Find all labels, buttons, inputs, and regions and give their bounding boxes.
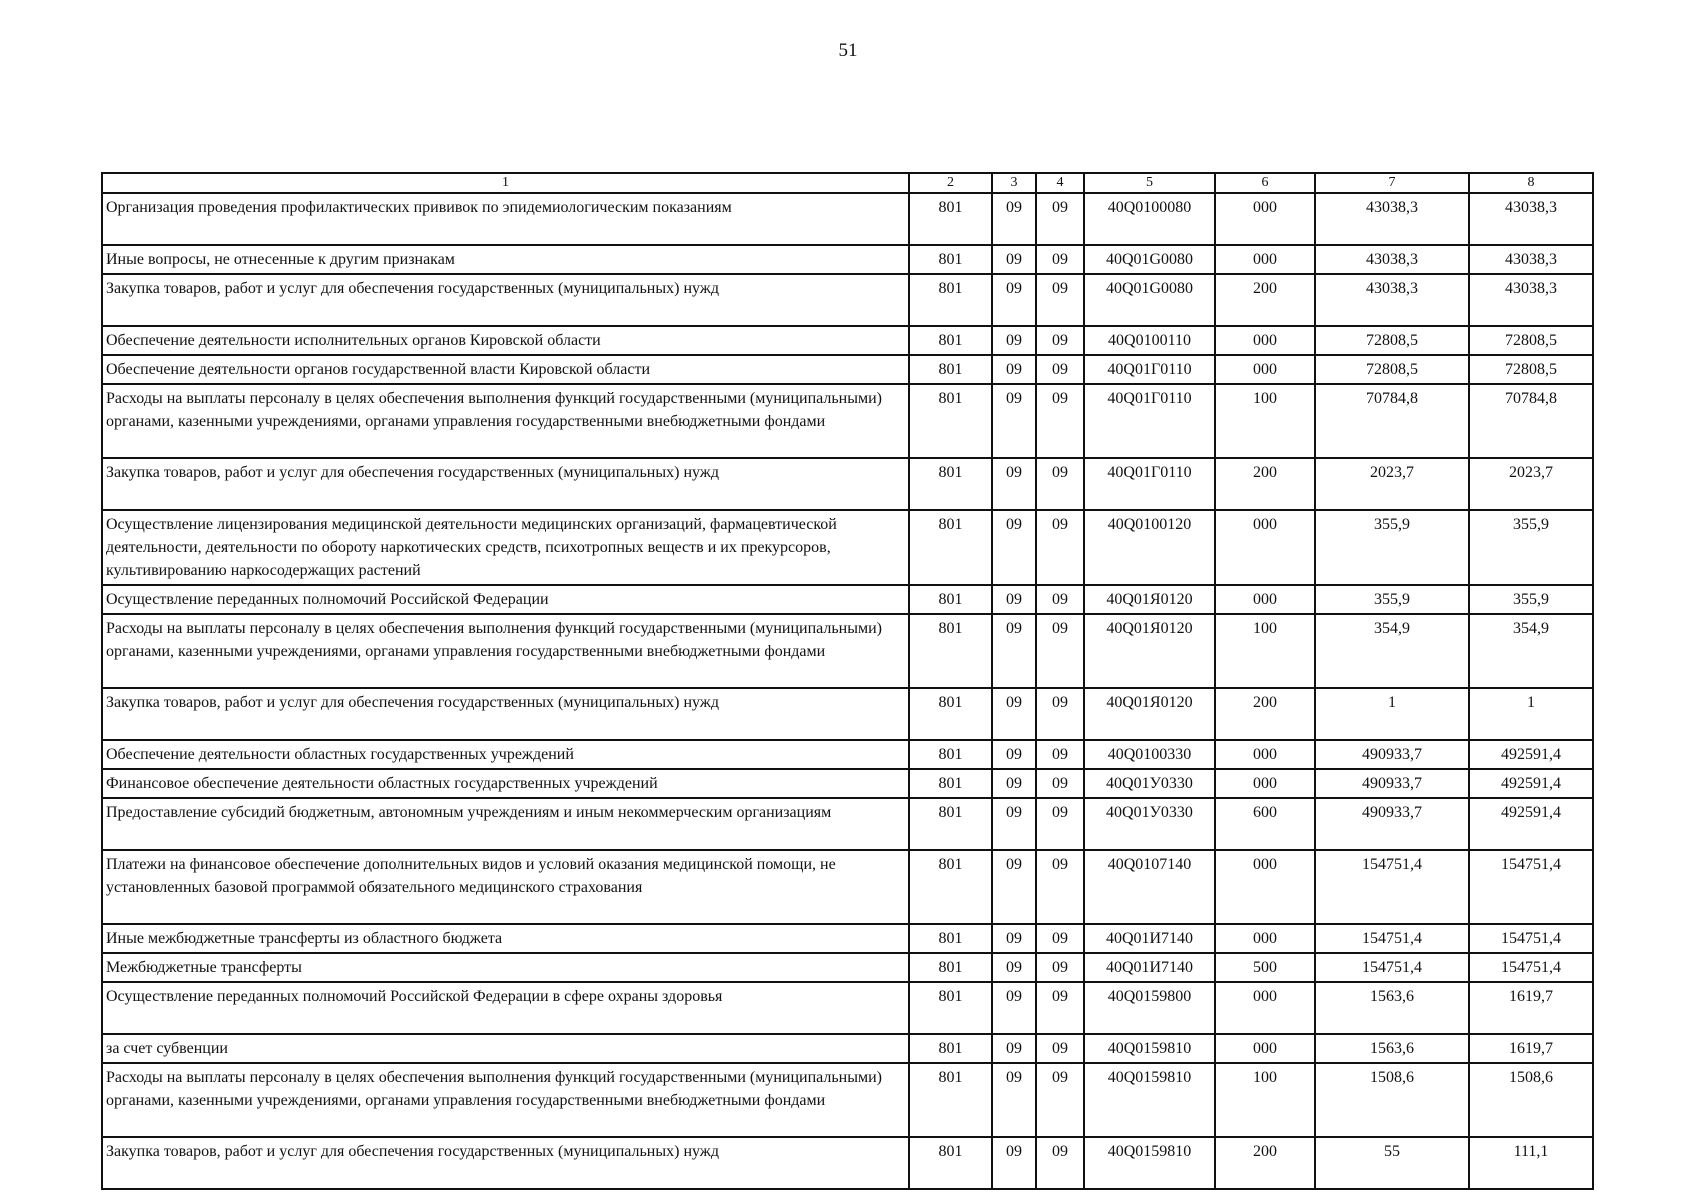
page-number: 51	[838, 40, 858, 61]
row-section-cell: 09	[992, 740, 1036, 769]
row-name-cell: Осуществление переданных полномочий Российской Федерации в сфере охраны здоровья	[102, 982, 909, 1034]
row-amount-year2-cell: 1508,6	[1469, 1063, 1593, 1137]
table-row	[102, 688, 1593, 740]
row-expense-type-cell: 000	[1215, 510, 1315, 585]
row-section-cell: 09	[992, 245, 1036, 274]
row-expense-type-cell: 000	[1215, 193, 1315, 245]
row-subsection-cell: 09	[1036, 585, 1084, 614]
row-amount-year1-cell: 490933,7	[1315, 769, 1469, 798]
row-amount-year2-cell: 43038,3	[1469, 274, 1593, 326]
row-target-article-cell: 40Q0100330	[1084, 740, 1215, 769]
budget-table	[101, 172, 1594, 1190]
row-section-cell: 09	[992, 850, 1036, 924]
table-row	[102, 1137, 1593, 1189]
row-target-article-cell: 40Q0159810	[1084, 1063, 1215, 1137]
row-code-cell: 801	[909, 274, 992, 326]
row-amount-year1-cell: 1	[1315, 688, 1469, 740]
row-amount-year2-cell: 154751,4	[1469, 924, 1593, 953]
table-row	[102, 245, 1593, 274]
row-amount-year2-cell: 355,9	[1469, 585, 1593, 614]
row-expense-type-cell: 100	[1215, 614, 1315, 688]
header-cell: 4	[1036, 173, 1084, 193]
row-subsection-cell: 09	[1036, 245, 1084, 274]
row-amount-year2-cell: 111,1	[1469, 1137, 1593, 1189]
row-amount-year2-cell: 1619,7	[1469, 982, 1593, 1034]
row-amount-year2-cell: 492591,4	[1469, 740, 1593, 769]
row-amount-year1-cell: 154751,4	[1315, 850, 1469, 924]
header-row	[102, 173, 1593, 193]
row-section-cell: 09	[992, 355, 1036, 384]
row-amount-year2-cell: 154751,4	[1469, 850, 1593, 924]
row-subsection-cell: 09	[1036, 1137, 1084, 1189]
row-amount-year2-cell: 492591,4	[1469, 769, 1593, 798]
row-name-cell: Осуществление лицензирования медицинской деятельности медицинских организаций, фармацевтической деятельности, деятельности по обороту наркотических средств, психотропных веществ и их прекурсоров, культивированию наркосодержащих растений	[102, 510, 909, 585]
row-target-article-cell: 40Q01Г0110	[1084, 384, 1215, 458]
row-expense-type-cell: 000	[1215, 585, 1315, 614]
row-section-cell: 09	[992, 585, 1036, 614]
row-expense-type-cell: 100	[1215, 1063, 1315, 1137]
row-section-cell: 09	[992, 510, 1036, 585]
row-amount-year1-cell: 70784,8	[1315, 384, 1469, 458]
row-code-cell: 801	[909, 769, 992, 798]
row-name-cell: Закупка товаров, работ и услуг для обеспечения государственных (муниципальных) нужд	[102, 1137, 909, 1189]
row-amount-year2-cell: 492591,4	[1469, 798, 1593, 850]
row-target-article-cell: 40Q0159810	[1084, 1034, 1215, 1063]
row-target-article-cell: 40Q0159800	[1084, 982, 1215, 1034]
row-expense-type-cell: 000	[1215, 1034, 1315, 1063]
row-section-cell: 09	[992, 982, 1036, 1034]
row-code-cell: 801	[909, 510, 992, 585]
row-name-cell: Платежи на финансовое обеспечение дополнительных видов и условий оказания медицинской помощи, не установленных базовой программой обязательного медицинского страхования	[102, 850, 909, 924]
row-code-cell: 801	[909, 384, 992, 458]
row-amount-year1-cell: 355,9	[1315, 585, 1469, 614]
row-name-cell: Организация проведения профилактических прививок по эпидемиологическим показаниям	[102, 193, 909, 245]
row-target-article-cell: 40Q01И7140	[1084, 924, 1215, 953]
row-target-article-cell: 40Q0100120	[1084, 510, 1215, 585]
row-amount-year2-cell: 154751,4	[1469, 953, 1593, 982]
row-subsection-cell: 09	[1036, 614, 1084, 688]
row-section-cell: 09	[992, 1137, 1036, 1189]
row-section-cell: 09	[992, 193, 1036, 245]
row-expense-type-cell: 000	[1215, 982, 1315, 1034]
row-name-cell: Расходы на выплаты персоналу в целях обеспечения выполнения функций государственными (муниципальными) органами, казенными учреждениями, органами управления государственными внебюджетными фондами	[102, 1063, 909, 1137]
header-cell: 1	[102, 173, 909, 193]
table-row	[102, 274, 1593, 326]
row-expense-type-cell: 200	[1215, 1137, 1315, 1189]
row-code-cell: 801	[909, 740, 992, 769]
row-subsection-cell: 09	[1036, 384, 1084, 458]
row-name-cell: Расходы на выплаты персоналу в целях обеспечения выполнения функций государственными (муниципальными) органами, казенными учреждениями, органами управления государственными внебюджетными фондами	[102, 614, 909, 688]
row-target-article-cell: 40Q0159810	[1084, 1137, 1215, 1189]
row-section-cell: 09	[992, 769, 1036, 798]
row-name-cell: Обеспечение деятельности областных государственных учреждений	[102, 740, 909, 769]
table-body	[102, 193, 1593, 1189]
row-section-cell: 09	[992, 924, 1036, 953]
row-section-cell: 09	[992, 1063, 1036, 1137]
row-name-cell: Иные вопросы, не отнесенные к другим признакам	[102, 245, 909, 274]
header-cell: 8	[1469, 173, 1593, 193]
row-target-article-cell: 40Q01Г0110	[1084, 355, 1215, 384]
row-amount-year2-cell: 1619,7	[1469, 1034, 1593, 1063]
row-target-article-cell: 40Q01У0330	[1084, 769, 1215, 798]
row-code-cell: 801	[909, 850, 992, 924]
row-name-cell: Предоставление субсидий бюджетным, автономным учреждениям и иным некоммерческим организациям	[102, 798, 909, 850]
row-amount-year1-cell: 72808,5	[1315, 355, 1469, 384]
row-subsection-cell: 09	[1036, 193, 1084, 245]
row-subsection-cell: 09	[1036, 458, 1084, 510]
row-section-cell: 09	[992, 614, 1036, 688]
row-section-cell: 09	[992, 953, 1036, 982]
row-subsection-cell: 09	[1036, 924, 1084, 953]
table-row	[102, 384, 1593, 458]
row-name-cell: Расходы на выплаты персоналу в целях обеспечения выполнения функций государственными (муниципальными) органами, казенными учреждениями, органами управления государственными внебюджетными фондами	[102, 384, 909, 458]
row-code-cell: 801	[909, 798, 992, 850]
row-expense-type-cell: 000	[1215, 924, 1315, 953]
row-expense-type-cell: 600	[1215, 798, 1315, 850]
row-code-cell: 801	[909, 982, 992, 1034]
table-row	[102, 924, 1593, 953]
row-name-cell: Обеспечение деятельности органов государственной власти Кировской области	[102, 355, 909, 384]
table-row	[102, 1063, 1593, 1137]
row-target-article-cell: 40Q01У0330	[1084, 798, 1215, 850]
row-code-cell: 801	[909, 614, 992, 688]
header-cell: 3	[992, 173, 1036, 193]
row-amount-year1-cell: 154751,4	[1315, 924, 1469, 953]
row-amount-year1-cell: 490933,7	[1315, 740, 1469, 769]
row-subsection-cell: 09	[1036, 510, 1084, 585]
row-section-cell: 09	[992, 1034, 1036, 1063]
row-section-cell: 09	[992, 458, 1036, 510]
row-section-cell: 09	[992, 688, 1036, 740]
row-expense-type-cell: 200	[1215, 688, 1315, 740]
row-expense-type-cell: 500	[1215, 953, 1315, 982]
row-amount-year1-cell: 43038,3	[1315, 274, 1469, 326]
row-target-article-cell: 40Q0107140	[1084, 850, 1215, 924]
row-amount-year1-cell: 154751,4	[1315, 953, 1469, 982]
table-row	[102, 326, 1593, 355]
row-expense-type-cell: 000	[1215, 850, 1315, 924]
row-code-cell: 801	[909, 355, 992, 384]
table-row	[102, 614, 1593, 688]
row-target-article-cell: 40Q01Я0120	[1084, 585, 1215, 614]
row-amount-year2-cell: 43038,3	[1469, 193, 1593, 245]
row-target-article-cell: 40Q01Я0120	[1084, 614, 1215, 688]
row-amount-year2-cell: 1	[1469, 688, 1593, 740]
table-row	[102, 355, 1593, 384]
row-amount-year2-cell: 354,9	[1469, 614, 1593, 688]
row-amount-year1-cell: 354,9	[1315, 614, 1469, 688]
row-target-article-cell: 40Q0100080	[1084, 193, 1215, 245]
row-name-cell: Закупка товаров, работ и услуг для обеспечения государственных (муниципальных) нужд	[102, 458, 909, 510]
row-expense-type-cell: 000	[1215, 740, 1315, 769]
row-name-cell: за счет субвенции	[102, 1034, 909, 1063]
row-target-article-cell: 40Q01И7140	[1084, 953, 1215, 982]
table-row	[102, 982, 1593, 1034]
header-cell: 5	[1084, 173, 1215, 193]
row-subsection-cell: 09	[1036, 326, 1084, 355]
row-code-cell: 801	[909, 193, 992, 245]
row-code-cell: 801	[909, 924, 992, 953]
row-section-cell: 09	[992, 384, 1036, 458]
row-target-article-cell: 40Q01G0080	[1084, 245, 1215, 274]
row-amount-year1-cell: 490933,7	[1315, 798, 1469, 850]
row-amount-year1-cell: 1508,6	[1315, 1063, 1469, 1137]
row-code-cell: 801	[909, 1063, 992, 1137]
row-expense-type-cell: 100	[1215, 384, 1315, 458]
table-row	[102, 769, 1593, 798]
row-expense-type-cell: 000	[1215, 326, 1315, 355]
row-name-cell: Осуществление переданных полномочий Российской Федерации	[102, 585, 909, 614]
row-section-cell: 09	[992, 798, 1036, 850]
row-target-article-cell: 40Q01Я0120	[1084, 688, 1215, 740]
table-row	[102, 193, 1593, 245]
row-amount-year2-cell: 70784,8	[1469, 384, 1593, 458]
row-subsection-cell: 09	[1036, 688, 1084, 740]
row-amount-year1-cell: 355,9	[1315, 510, 1469, 585]
header-cell: 7	[1315, 173, 1469, 193]
row-code-cell: 801	[909, 1034, 992, 1063]
row-code-cell: 801	[909, 1137, 992, 1189]
table-row	[102, 798, 1593, 850]
row-amount-year1-cell: 43038,3	[1315, 245, 1469, 274]
row-expense-type-cell: 000	[1215, 355, 1315, 384]
row-subsection-cell: 09	[1036, 274, 1084, 326]
row-subsection-cell: 09	[1036, 740, 1084, 769]
row-name-cell: Финансовое обеспечение деятельности областных государственных учреждений	[102, 769, 909, 798]
row-subsection-cell: 09	[1036, 1034, 1084, 1063]
row-amount-year2-cell: 355,9	[1469, 510, 1593, 585]
row-amount-year2-cell: 43038,3	[1469, 245, 1593, 274]
row-name-cell: Закупка товаров, работ и услуг для обеспечения государственных (муниципальных) нужд	[102, 688, 909, 740]
row-expense-type-cell: 000	[1215, 245, 1315, 274]
row-subsection-cell: 09	[1036, 982, 1084, 1034]
row-amount-year2-cell: 72808,5	[1469, 326, 1593, 355]
row-amount-year1-cell: 43038,3	[1315, 193, 1469, 245]
row-subsection-cell: 09	[1036, 769, 1084, 798]
row-name-cell: Обеспечение деятельности исполнительных органов Кировской области	[102, 326, 909, 355]
row-subsection-cell: 09	[1036, 1063, 1084, 1137]
row-code-cell: 801	[909, 953, 992, 982]
table-row	[102, 953, 1593, 982]
row-subsection-cell: 09	[1036, 850, 1084, 924]
row-code-cell: 801	[909, 326, 992, 355]
row-code-cell: 801	[909, 245, 992, 274]
table-row	[102, 850, 1593, 924]
row-amount-year1-cell: 55	[1315, 1137, 1469, 1189]
row-section-cell: 09	[992, 274, 1036, 326]
row-section-cell: 09	[992, 326, 1036, 355]
row-subsection-cell: 09	[1036, 953, 1084, 982]
row-expense-type-cell: 000	[1215, 769, 1315, 798]
row-name-cell: Закупка товаров, работ и услуг для обеспечения государственных (муниципальных) нужд	[102, 274, 909, 326]
row-amount-year1-cell: 1563,6	[1315, 982, 1469, 1034]
row-subsection-cell: 09	[1036, 798, 1084, 850]
row-subsection-cell: 09	[1036, 355, 1084, 384]
row-target-article-cell: 40Q01Г0110	[1084, 458, 1215, 510]
table-row	[102, 510, 1593, 585]
table-row	[102, 740, 1593, 769]
row-amount-year1-cell: 72808,5	[1315, 326, 1469, 355]
row-expense-type-cell: 200	[1215, 274, 1315, 326]
row-amount-year1-cell: 1563,6	[1315, 1034, 1469, 1063]
row-amount-year2-cell: 72808,5	[1469, 355, 1593, 384]
row-code-cell: 801	[909, 458, 992, 510]
table-row	[102, 458, 1593, 510]
row-name-cell: Межбюджетные трансферты	[102, 953, 909, 982]
table-row	[102, 585, 1593, 614]
row-target-article-cell: 40Q01G0080	[1084, 274, 1215, 326]
row-amount-year1-cell: 2023,7	[1315, 458, 1469, 510]
table-row	[102, 1034, 1593, 1063]
row-expense-type-cell: 200	[1215, 458, 1315, 510]
header-cell: 2	[909, 173, 992, 193]
row-code-cell: 801	[909, 585, 992, 614]
header-cell: 6	[1215, 173, 1315, 193]
row-code-cell: 801	[909, 688, 992, 740]
row-amount-year2-cell: 2023,7	[1469, 458, 1593, 510]
row-name-cell: Иные межбюджетные трансферты из областного бюджета	[102, 924, 909, 953]
row-target-article-cell: 40Q0100110	[1084, 326, 1215, 355]
